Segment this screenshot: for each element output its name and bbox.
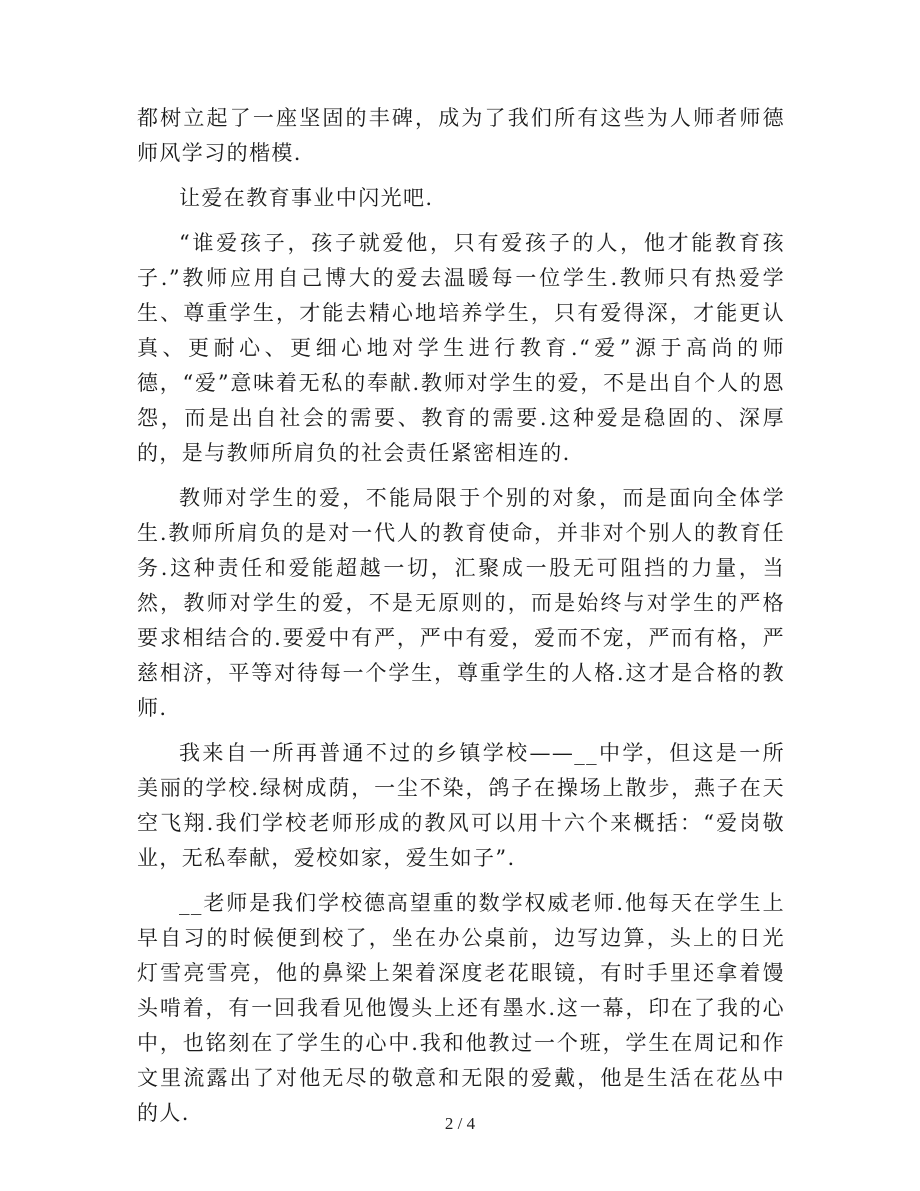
paragraph-continuation: 都树立起了一座坚固的丰碑，成为了我们所有这些为人师者师德师风学习的楷模.	[137, 106, 785, 165]
paragraph-my-school: 我来自一所再普通不过的乡镇学校——__中学，但这是一所美丽的学校.绿树成荫，一尘不染，鸽子在操场上散步，燕子在天空飞翔.我们学校老师形成的教风可以用十六个来概括：“爱岗敬业，无私奉献，爱校如家，爱生如子”.	[137, 741, 785, 870]
paragraph-heading-line: 让爱在教育事业中闪光吧.	[179, 186, 434, 210]
paragraph-love-children: “谁爱孩子，孩子就爱他，只有爱孩子的人，他才能教育孩子.”教师应用自己博大的爱去温暖每一位学生.教师只有热爱学生、尊重学生，才能去精心地培养学生，只有爱得深，才能更认真、更耐心、更细心地对学生进行教育.“爱”源于高尚的师德，“爱”意味着无私的奉献.教师对学生的爱，不是出自个人的恩怨，而是出自社会的需要、教育的需要.这种爱是稳固的、深厚的，是与教师所肩负的社会责任紧密相连的.	[137, 231, 785, 465]
paragraph-love-all-students: 教师对学生的爱，不能局限于个别的对象，而是面向全体学生.教师所肩负的是对一代人的教育使命，并非对个别人的教育任务.这种责任和爱能超越一切，汇聚成一股无可阻挡的力量，当然，教师对学生的爱，不是无原则的，而是始终与对学生的严格要求相结合的.要爱中有严，严中有爱，爱而不宠，严而有格，严慈相济，平等对待每一个学生，尊重学生的人格.这才是合格的教师.	[137, 486, 785, 720]
paragraph-math-teacher: __老师是我们学校德高望重的数学权威老师.他每天在学生上早自习的时候便到校了，坐在办公桌前，边写边算，头上的日光灯雪亮雪亮，他的鼻梁上架着深度老花眼镜，有时手里还拿着馒头啃着，有一回我看见他馒头上还有墨水.这一幕，印在了我的心中，也铭刻在了学生的心中.我和他教过一个班，学生在周记和作文里流露出了对他无尽的敬意和无限的爱戴，他是生活在花丛中的人.	[137, 891, 785, 1125]
document-body	[137, 101, 785, 1141]
page-number: 2 / 4	[444, 1114, 476, 1133]
